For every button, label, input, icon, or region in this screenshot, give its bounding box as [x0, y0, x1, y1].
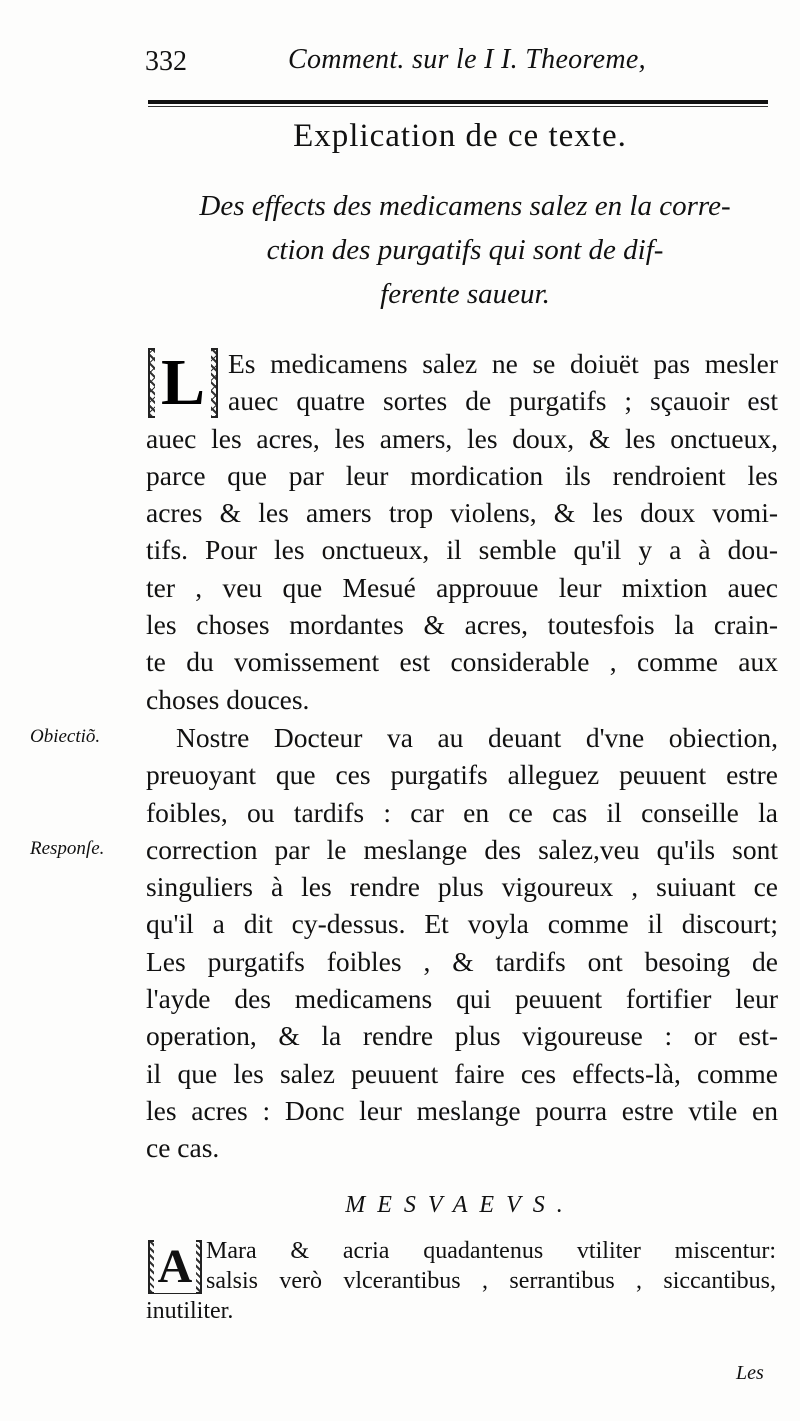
- text-line: auec les acres, les amers, les doux, & les onctueux,: [146, 422, 778, 454]
- text-line: auec quatre sortes de purgatifs ; sçauoir est: [228, 385, 778, 417]
- paragraph-1: [146, 345, 778, 718]
- text-line: ce cas.: [146, 1132, 220, 1164]
- text-line: choses douces.: [146, 683, 310, 715]
- header-rule-thin: [148, 106, 768, 107]
- header-rule: [148, 100, 768, 104]
- text-line: il que les salez peuuent faire ces effects-là, comme: [146, 1057, 778, 1089]
- text-line: Les purgatifs foibles , & tardifs ont besoing de: [146, 945, 778, 977]
- text-line: salsis verò vlcerantibus , serrantibus , siccantibus,: [206, 1268, 776, 1294]
- running-head-title: Comment. sur le I I. Theoreme,: [288, 44, 646, 75]
- paragraph-2: [146, 719, 778, 1167]
- text-line: les acres : Donc leur meslange pourra estre vtile en: [146, 1094, 778, 1126]
- section-title: Explication de ce texte.: [293, 118, 627, 154]
- subtitle-line: ferente saueur.: [380, 278, 550, 310]
- margin-note-response: Responſe.: [30, 838, 105, 859]
- text-line: inutiliter.: [146, 1298, 234, 1324]
- text-line: qu'il a dit cy-dessus. Et voyla comme il discourt;: [146, 908, 778, 940]
- latin-quote: [146, 1236, 776, 1326]
- dropcap-letter: L: [155, 346, 211, 419]
- text-line: les choses mordantes & acres, toutesfois la crain-: [146, 609, 778, 641]
- text-line: tifs. Pour les onctueux, il semble qu'il y a à dou-: [146, 534, 778, 566]
- text-line: te du vomissement est considerable , comme aux: [146, 646, 778, 678]
- text-line: preuoyant que ces purgatifs alleguez peuuent estre: [146, 759, 778, 791]
- running-head: [145, 42, 770, 92]
- text-line: ter , veu que Mesué approuue leur mixtion auec: [146, 571, 778, 603]
- subtitle-line: ction des purgatifs qui sont de dif-: [266, 234, 664, 266]
- text-line: operation, & la rendre plus vigoureuse : or est-: [146, 1020, 778, 1052]
- text-line: acres & les amers trop violens, & les doux vomi-: [146, 497, 778, 529]
- page-number: 332: [145, 46, 187, 77]
- text-line: correction par le meslange des salez,veu qu'ils sont: [146, 833, 778, 865]
- margin-note-objection: Obiectiõ.: [30, 726, 101, 747]
- catchword: Les: [736, 1362, 764, 1384]
- text-line: Nostre Docteur va au deuant d'vne obiection,: [176, 722, 778, 753]
- text-line: Es medicamens salez ne se doiuët pas mesler: [228, 348, 778, 379]
- text-line: singuliers à les rendre plus vigoureux , suiuant ce: [146, 871, 778, 903]
- text-line: l'ayde des medicamens qui peuuent fortifier leur: [146, 983, 778, 1015]
- dropcap-letter: A: [154, 1240, 197, 1293]
- author-heading: MESVAEVS.: [345, 1192, 575, 1218]
- text-line: parce que par leur mordication ils rendroient les: [146, 459, 778, 491]
- section-subtitle: [160, 184, 770, 316]
- text-line: Mara & acria quadantenus vtiliter miscentur:: [206, 1238, 776, 1264]
- text-line: foibles, ou tardifs : car en ce cas il conseille la: [146, 796, 778, 828]
- subtitle-line: Des effects des medicamens salez en la corre-: [199, 190, 731, 222]
